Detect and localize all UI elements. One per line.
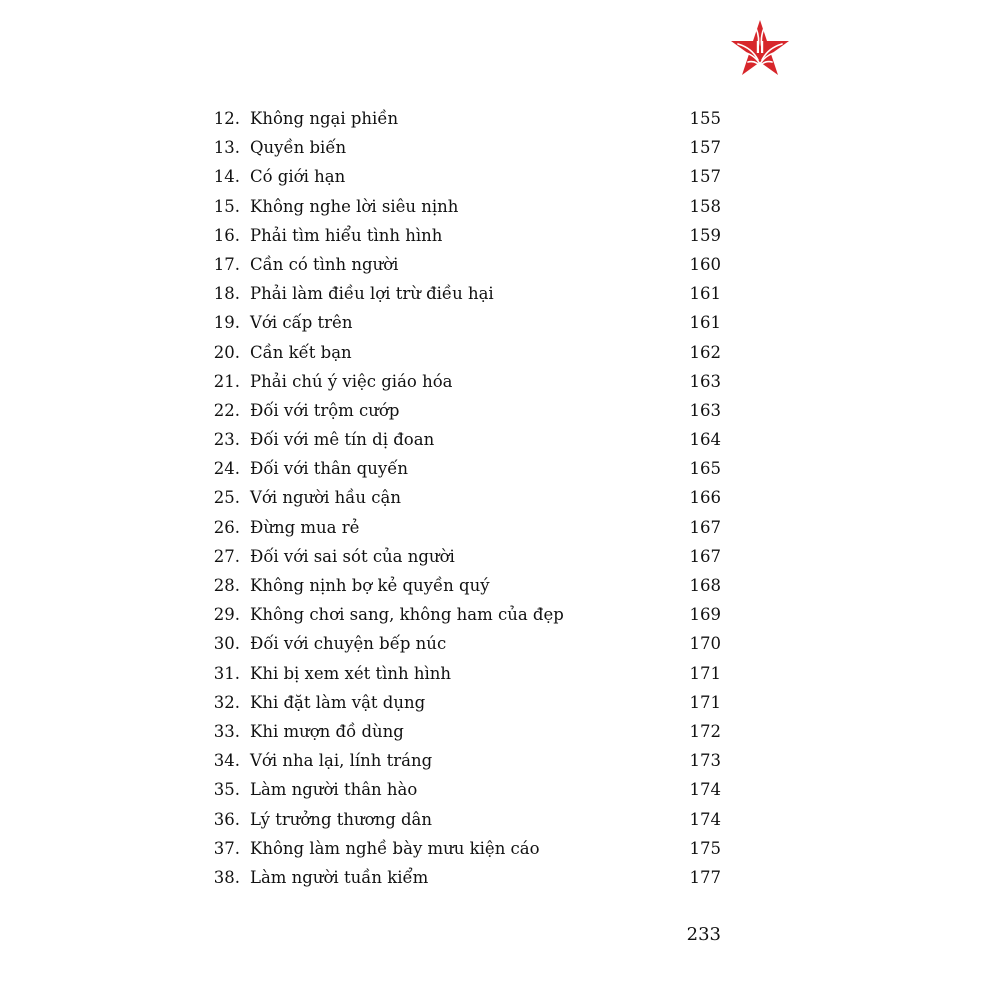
toc-entry <box>0 834 1000 863</box>
toc-entry <box>0 396 1000 425</box>
toc-entry <box>0 162 1000 191</box>
toc-entry-number: 27. <box>213 546 240 566</box>
toc-entry-number: 25. <box>213 488 240 508</box>
toc-entry-number: 19. <box>213 313 240 333</box>
toc-entry-number: 17. <box>213 254 240 274</box>
toc-entry <box>0 659 1000 688</box>
toc-entry-title: Với cấp trên <box>250 313 353 333</box>
toc-entry-title: Đối với thân quyến <box>250 459 408 479</box>
toc-entry-title: Làm người tuần kiểm <box>250 867 429 887</box>
toc-entry-page: 167 <box>689 517 721 537</box>
toc-entry <box>0 250 1000 279</box>
toc-entry-page: 174 <box>689 780 721 800</box>
toc-entry-number: 36. <box>213 809 240 829</box>
toc-entry-page: 177 <box>689 867 721 887</box>
toc-entry <box>0 688 1000 717</box>
toc-entry-number: 12. <box>213 109 240 128</box>
toc-entry <box>0 717 1000 746</box>
toc-entry-title: Phải chú ý việc giáo hóa <box>250 371 453 391</box>
toc-entry <box>0 133 1000 162</box>
toc-entry-page: 164 <box>689 430 721 450</box>
toc-entry-number: 13. <box>213 138 240 158</box>
toc-entry-title: Không làm nghề bày mưu kiện cáo <box>250 838 540 858</box>
toc-entry-title: Làm người thân hào <box>250 780 418 800</box>
toc-entry <box>0 367 1000 396</box>
toc-entry-title: Không nịnh bợ kẻ quyền quý <box>250 576 490 595</box>
toc-entry-page: 163 <box>689 400 721 420</box>
toc-entry-title: Khi mượn đồ dùng <box>250 721 404 741</box>
toc-entry-title: Không chơi sang, không ham của đẹp <box>250 605 564 625</box>
toc-entry-number: 32. <box>213 692 240 712</box>
toc-entry-title: Với người hầu cận <box>250 488 401 508</box>
toc-entry-page: 170 <box>689 634 721 654</box>
toc-entry <box>0 454 1000 483</box>
toc-entry <box>0 338 1000 367</box>
toc-entry-page: 172 <box>689 721 721 741</box>
toc-entry-page: 159 <box>689 225 721 245</box>
toc-entry-number: 22. <box>213 400 240 420</box>
toc-entry <box>0 571 1000 600</box>
toc-entry <box>0 308 1000 337</box>
toc-entry-page: 155 <box>689 109 721 128</box>
toc-entry-number: 33. <box>213 721 240 741</box>
toc-entry <box>0 104 1000 133</box>
toc-entry-number: 38. <box>213 867 240 887</box>
toc-entry-title: Có giới hạn <box>250 167 346 187</box>
toc-entry-number: 20. <box>213 342 240 362</box>
toc-entry <box>0 775 1000 804</box>
toc-entry-page: 174 <box>689 809 721 829</box>
toc-entry-number: 30. <box>213 634 240 654</box>
toc-entry-number: 37. <box>213 838 240 858</box>
toc-entry-page: 173 <box>689 751 721 771</box>
toc-entry-title: Phải làm điều lợi trừ điều hại <box>250 284 494 304</box>
toc-entry-page: 158 <box>689 196 721 216</box>
toc-entry-title: Đối với mê tín dị đoan <box>250 430 435 450</box>
toc-entry-page: 157 <box>689 138 721 158</box>
toc-entry-number: 26. <box>213 517 240 537</box>
table-of-contents <box>0 104 1000 892</box>
toc-entry-number: 29. <box>213 605 240 625</box>
toc-entry-number: 28. <box>213 576 240 595</box>
toc-entry <box>0 863 1000 892</box>
toc-entry-page: 163 <box>689 371 721 391</box>
toc-entry-number: 31. <box>213 663 240 683</box>
toc-entry <box>0 600 1000 629</box>
toc-entry-page: 166 <box>689 488 721 508</box>
toc-entry-title: Đối với chuyện bếp núc <box>250 634 447 654</box>
toc-entry-title: Không nghe lời siêu nịnh <box>250 196 459 216</box>
toc-entry-number: 24. <box>213 459 240 479</box>
toc-entry-number: 23. <box>213 430 240 450</box>
toc-entry <box>0 746 1000 775</box>
toc-entry <box>0 192 1000 221</box>
toc-entry-page: 171 <box>689 692 721 712</box>
toc-entry <box>0 513 1000 542</box>
toc-entry-title: Khi bị xem xét tình hình <box>250 663 452 683</box>
toc-entry-title: Với nha lại, lính tráng <box>250 751 433 771</box>
toc-entry-number: 16. <box>213 225 240 245</box>
toc-entry-title: Lý trưởng thương dân <box>250 809 433 829</box>
toc-entry-title: Đừng mua rẻ <box>250 517 360 537</box>
toc-entry-page: 161 <box>689 284 721 304</box>
toc-entry-page: 157 <box>689 167 721 187</box>
toc-entry-page: 162 <box>689 342 721 362</box>
toc-entry-page: 169 <box>689 605 721 625</box>
toc-entry-title: Đối với trộm cướp <box>250 400 400 420</box>
toc-entry-page: 161 <box>689 313 721 333</box>
toc-entry-page: 168 <box>689 576 721 595</box>
toc-entry-title: Cần kết bạn <box>250 342 352 362</box>
toc-entry-number: 15. <box>213 196 240 216</box>
toc-entry-title: Quyền biến <box>250 138 347 158</box>
red-star-emblem-icon <box>728 18 792 82</box>
toc-entry-page: 171 <box>689 663 721 683</box>
toc-entry <box>0 221 1000 250</box>
toc-entry <box>0 279 1000 308</box>
toc-entry-page: 160 <box>689 254 721 274</box>
toc-entry-number: 21. <box>213 371 240 391</box>
toc-entry-title: Cần có tình người <box>250 254 399 274</box>
toc-entry-title: Đối với sai sót của người <box>250 546 455 566</box>
toc-entry-page: 175 <box>689 838 721 858</box>
toc-entry-title: Phải tìm hiểu tình hình <box>250 225 443 245</box>
toc-entry-page: 165 <box>689 459 721 479</box>
toc-entry <box>0 805 1000 834</box>
toc-entry-number: 14. <box>213 167 240 187</box>
toc-entry-number: 18. <box>213 284 240 304</box>
toc-entry <box>0 629 1000 658</box>
toc-entry-number: 34. <box>213 751 240 771</box>
toc-entry-number: 35. <box>213 780 240 800</box>
toc-entry <box>0 483 1000 512</box>
toc-entry <box>0 425 1000 454</box>
toc-entry <box>0 542 1000 571</box>
toc-entry-page: 167 <box>689 546 721 566</box>
page-number: 233 <box>686 924 721 945</box>
toc-entry-title: Không ngại phiền <box>250 109 399 128</box>
toc-entry-title: Khi đặt làm vật dụng <box>250 692 426 712</box>
